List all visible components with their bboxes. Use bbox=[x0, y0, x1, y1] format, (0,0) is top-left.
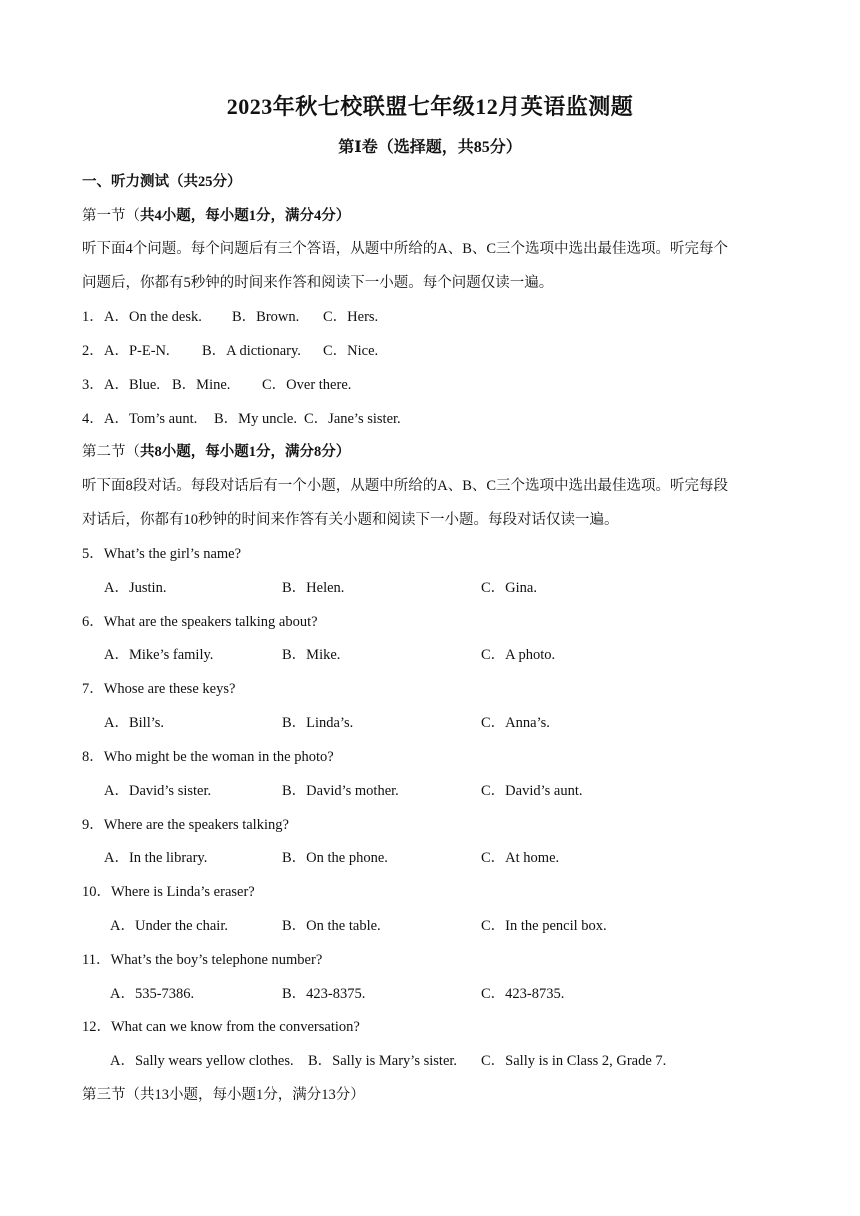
section3-heading: 第三节（共13小题，每小题1分，满分13分） bbox=[82, 1087, 365, 1103]
option-c: C．423-8735. bbox=[481, 986, 565, 1002]
option-a: A．P-E-N. bbox=[104, 343, 170, 359]
section1-heading-prefix: 第一节（ bbox=[82, 208, 140, 224]
section2-heading-prefix: 第二节（ bbox=[82, 444, 140, 460]
option-a: A．On the desk. bbox=[104, 309, 202, 325]
question-stem: 10．Where is Linda’s eraser? bbox=[82, 884, 255, 900]
question-stem: 8．Who might be the woman in the photo? bbox=[82, 749, 334, 765]
option-c: C．At home. bbox=[481, 850, 560, 866]
option-c: C．Anna’s. bbox=[481, 715, 550, 731]
section1-instruction-line2: 问题后，你都有5秒钟的时间来作答和阅读下一小题。每个问题仅读一遍。 bbox=[82, 275, 554, 291]
question-number: 4． bbox=[82, 411, 104, 427]
option-b: B．Mine. bbox=[172, 377, 231, 393]
option-a: A．Mike’s family. bbox=[104, 647, 214, 663]
option-c: C．Nice. bbox=[323, 343, 379, 359]
option-b: B．423-8375. bbox=[282, 986, 366, 1002]
question-number: 2． bbox=[82, 343, 104, 359]
question-stem: 6．What are the speakers talking about? bbox=[82, 614, 318, 630]
option-b: B．Mike. bbox=[282, 647, 341, 663]
option-b: B．Brown. bbox=[232, 309, 300, 325]
option-c: C．Over there. bbox=[262, 377, 352, 393]
option-a: A．Under the chair. bbox=[110, 918, 228, 934]
paper-subtitle: 第Ⅰ卷（选择题，共85分） bbox=[338, 139, 522, 156]
option-b: B．David’s mother. bbox=[282, 783, 399, 799]
section2-instruction-line1: 听下面8段对话。每段对话后有一个小题，从题中所给的A、B、C三个选项中选出最佳选项。听完每段 bbox=[82, 478, 729, 494]
question-stem: 5．What’s the girl’s name? bbox=[82, 546, 242, 562]
option-b: B．On the table. bbox=[282, 918, 381, 934]
option-b: B．Sally is Mary’s sister. bbox=[308, 1053, 458, 1069]
option-b: B．Linda’s. bbox=[282, 715, 354, 731]
option-c: C．In the pencil box. bbox=[481, 918, 607, 934]
option-a: A．Sally wears yellow clothes. bbox=[110, 1053, 294, 1069]
option-a: A．David’s sister. bbox=[104, 783, 212, 799]
part1-heading: 一、听力测试（共25分） bbox=[82, 174, 242, 190]
section1-instruction-line1: 听下面4个问题。每个问题后有三个答语，从题中所给的A、B、C三个选项中选出最佳选项。听完每个 bbox=[82, 241, 729, 257]
page-title: 2023年秋七校联盟七年级12月英语监测题 bbox=[226, 94, 634, 119]
option-a: A．Blue. bbox=[104, 377, 160, 393]
section1-heading-bold: 共4小题，每小题1分，满分4分） bbox=[140, 208, 351, 224]
option-b: B．On the phone. bbox=[282, 850, 388, 866]
section1-heading bbox=[82, 204, 350, 225]
section2-heading-bold: 共8小题，每小题1分，满分8分） bbox=[140, 444, 351, 460]
question-stem: 7．Whose are these keys? bbox=[82, 681, 236, 697]
question-stem: 11．What’s the boy’s telephone number? bbox=[82, 952, 323, 968]
question-stem: 9．Where are the speakers talking? bbox=[82, 817, 289, 833]
option-a: A．In the library. bbox=[104, 850, 208, 866]
option-c: C．Sally is in Class 2, Grade 7. bbox=[481, 1053, 667, 1069]
option-b: B．A dictionary. bbox=[202, 343, 301, 359]
option-c: C．Jane’s sister. bbox=[304, 411, 401, 427]
option-b: B．My uncle. bbox=[214, 411, 297, 427]
section2-heading bbox=[82, 440, 350, 461]
option-a: A．Tom’s aunt. bbox=[104, 411, 198, 427]
question-stem: 12．What can we know from the conversation? bbox=[82, 1019, 360, 1035]
option-c: C．Hers. bbox=[323, 309, 379, 325]
section2-instruction-line2: 对话后，你都有10秒钟的时间来作答有关小题和阅读下一小题。每段对话仅读一遍。 bbox=[82, 512, 619, 528]
option-a: A．Bill’s. bbox=[104, 715, 165, 731]
question-number: 3． bbox=[82, 377, 104, 393]
option-a: A．535-7386. bbox=[110, 986, 195, 1002]
option-c: C．David’s aunt. bbox=[481, 783, 583, 799]
question-number: 1． bbox=[82, 309, 104, 325]
option-a: A．Justin. bbox=[104, 580, 167, 596]
option-c: C．Gina. bbox=[481, 580, 537, 596]
option-b: B．Helen. bbox=[282, 580, 345, 596]
option-c: C．A photo. bbox=[481, 647, 556, 663]
